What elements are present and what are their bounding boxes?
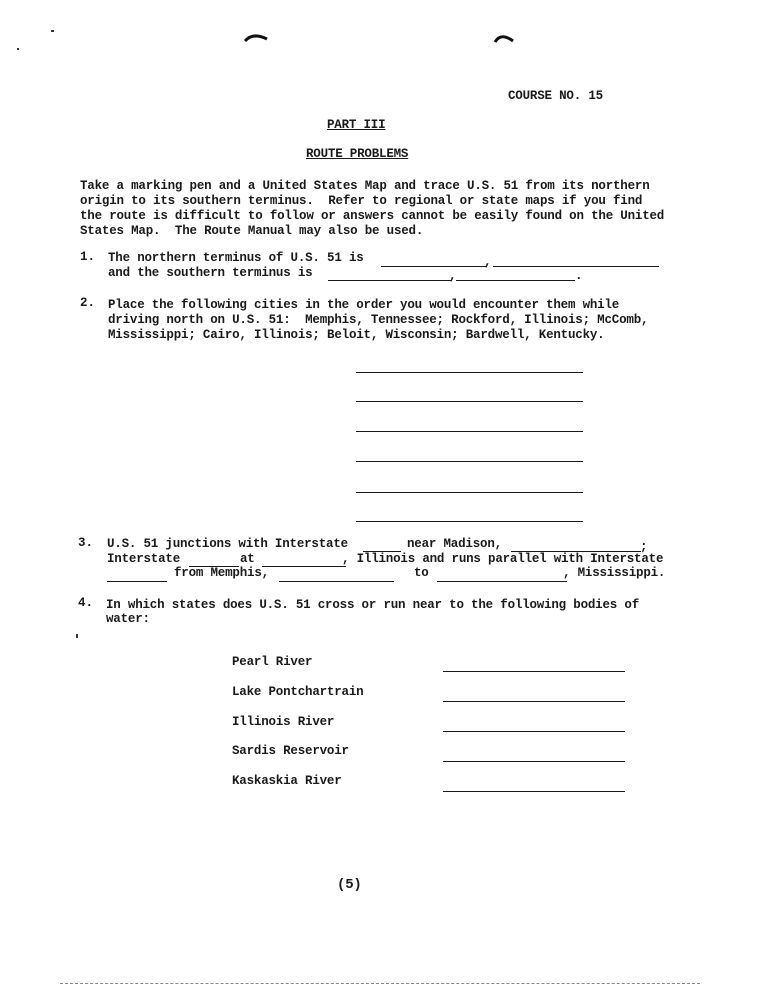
answer-blank-illinois-city[interactable]	[262, 566, 346, 567]
page-number: (5)	[337, 877, 362, 893]
answer-blank-north-city[interactable]	[381, 266, 486, 267]
water-body-label: Sardis Reservoir	[232, 744, 349, 758]
scan-speck	[76, 634, 78, 638]
answer-blank-interstate-3[interactable]	[107, 581, 167, 582]
answer-blank-city-order[interactable]	[356, 401, 583, 402]
answer-blank-water-state[interactable]	[443, 701, 625, 702]
answer-blank-water-state[interactable]	[443, 731, 625, 732]
answer-blank-city-order[interactable]	[356, 372, 583, 373]
question-2-text: Mississippi; Cairo, Illinois; Beloit, Wisconsin; Bardwell, Kentucky.	[108, 328, 605, 342]
course-number: COURSE NO. 15	[508, 89, 603, 103]
comma: ,	[484, 255, 492, 269]
question-1-text: The northern terminus of U.S. 51 is	[108, 251, 364, 265]
answer-blank-south-city[interactable]	[328, 280, 451, 281]
intro-line: the route is difficult to follow or answers cannot be easily found on the United	[80, 209, 665, 223]
question-3-text: near Madison,	[407, 537, 502, 551]
water-body-label: Illinois River	[232, 715, 335, 729]
intro-line: origin to its southern terminus. Refer to regional or state maps if you find	[80, 194, 643, 208]
punch-mark-right	[493, 30, 515, 44]
question-4-text: In which states does U.S. 51 cross or run near to the following bodies of	[106, 598, 639, 612]
comma: ,	[449, 269, 457, 283]
question-2-text: driving north on U.S. 51: Memphis, Tennessee; Rockford, Illinois; McComb,	[108, 313, 649, 327]
question-2-number: 2.	[80, 296, 96, 310]
question-3-number: 3.	[78, 536, 94, 550]
question-3-text: at	[240, 552, 255, 566]
question-2-text: Place the following cities in the order you would encounter them while	[108, 298, 620, 312]
question-3-text: from Memphis,	[174, 566, 269, 580]
answer-blank-water-state[interactable]	[443, 761, 625, 762]
answer-blank-south-state[interactable]	[456, 280, 575, 281]
question-1-text: and the southern terminus is	[108, 266, 313, 280]
intro-line: Take a marking pen and a United States Map and trace U.S. 51 from its northern	[80, 179, 650, 193]
scan-speck	[51, 30, 54, 32]
answer-blank-north-state[interactable]	[493, 266, 659, 267]
punch-mark-left	[243, 30, 269, 44]
answer-blank-water-state[interactable]	[443, 671, 625, 672]
question-3-text: , Illinois and runs parallel with Interstate	[342, 552, 664, 566]
question-4-text: water:	[106, 612, 150, 626]
scan-edge-line	[60, 983, 700, 984]
answer-blank-from-state[interactable]	[279, 581, 394, 582]
scan-speck	[17, 48, 19, 50]
answer-blank-city-order[interactable]	[356, 461, 583, 462]
question-3-text: , Mississippi.	[563, 566, 666, 580]
question-3-text: to	[414, 566, 429, 580]
section-heading: ROUTE PROBLEMS	[306, 147, 409, 161]
answer-blank-city-order[interactable]	[356, 492, 583, 493]
answer-blank-to-city[interactable]	[437, 581, 567, 582]
part-heading: PART III	[327, 118, 386, 132]
answer-blank-city-order[interactable]	[356, 521, 583, 522]
question-3-text: U.S. 51 junctions with Interstate	[107, 537, 348, 551]
question-3-text: Interstate	[107, 552, 181, 566]
answer-blank-water-state[interactable]	[443, 791, 625, 792]
semicolon: ;	[640, 540, 648, 554]
intro-line: States Map. The Route Manual may also be used.	[80, 224, 424, 238]
water-body-label: Lake Pontchartrain	[232, 685, 364, 699]
answer-blank-city-order[interactable]	[356, 431, 583, 432]
water-body-label: Pearl River	[232, 655, 313, 669]
question-4-number: 4.	[78, 596, 94, 610]
period: .	[575, 269, 583, 283]
question-1-number: 1.	[80, 250, 96, 264]
water-body-label: Kaskaskia River	[232, 774, 342, 788]
